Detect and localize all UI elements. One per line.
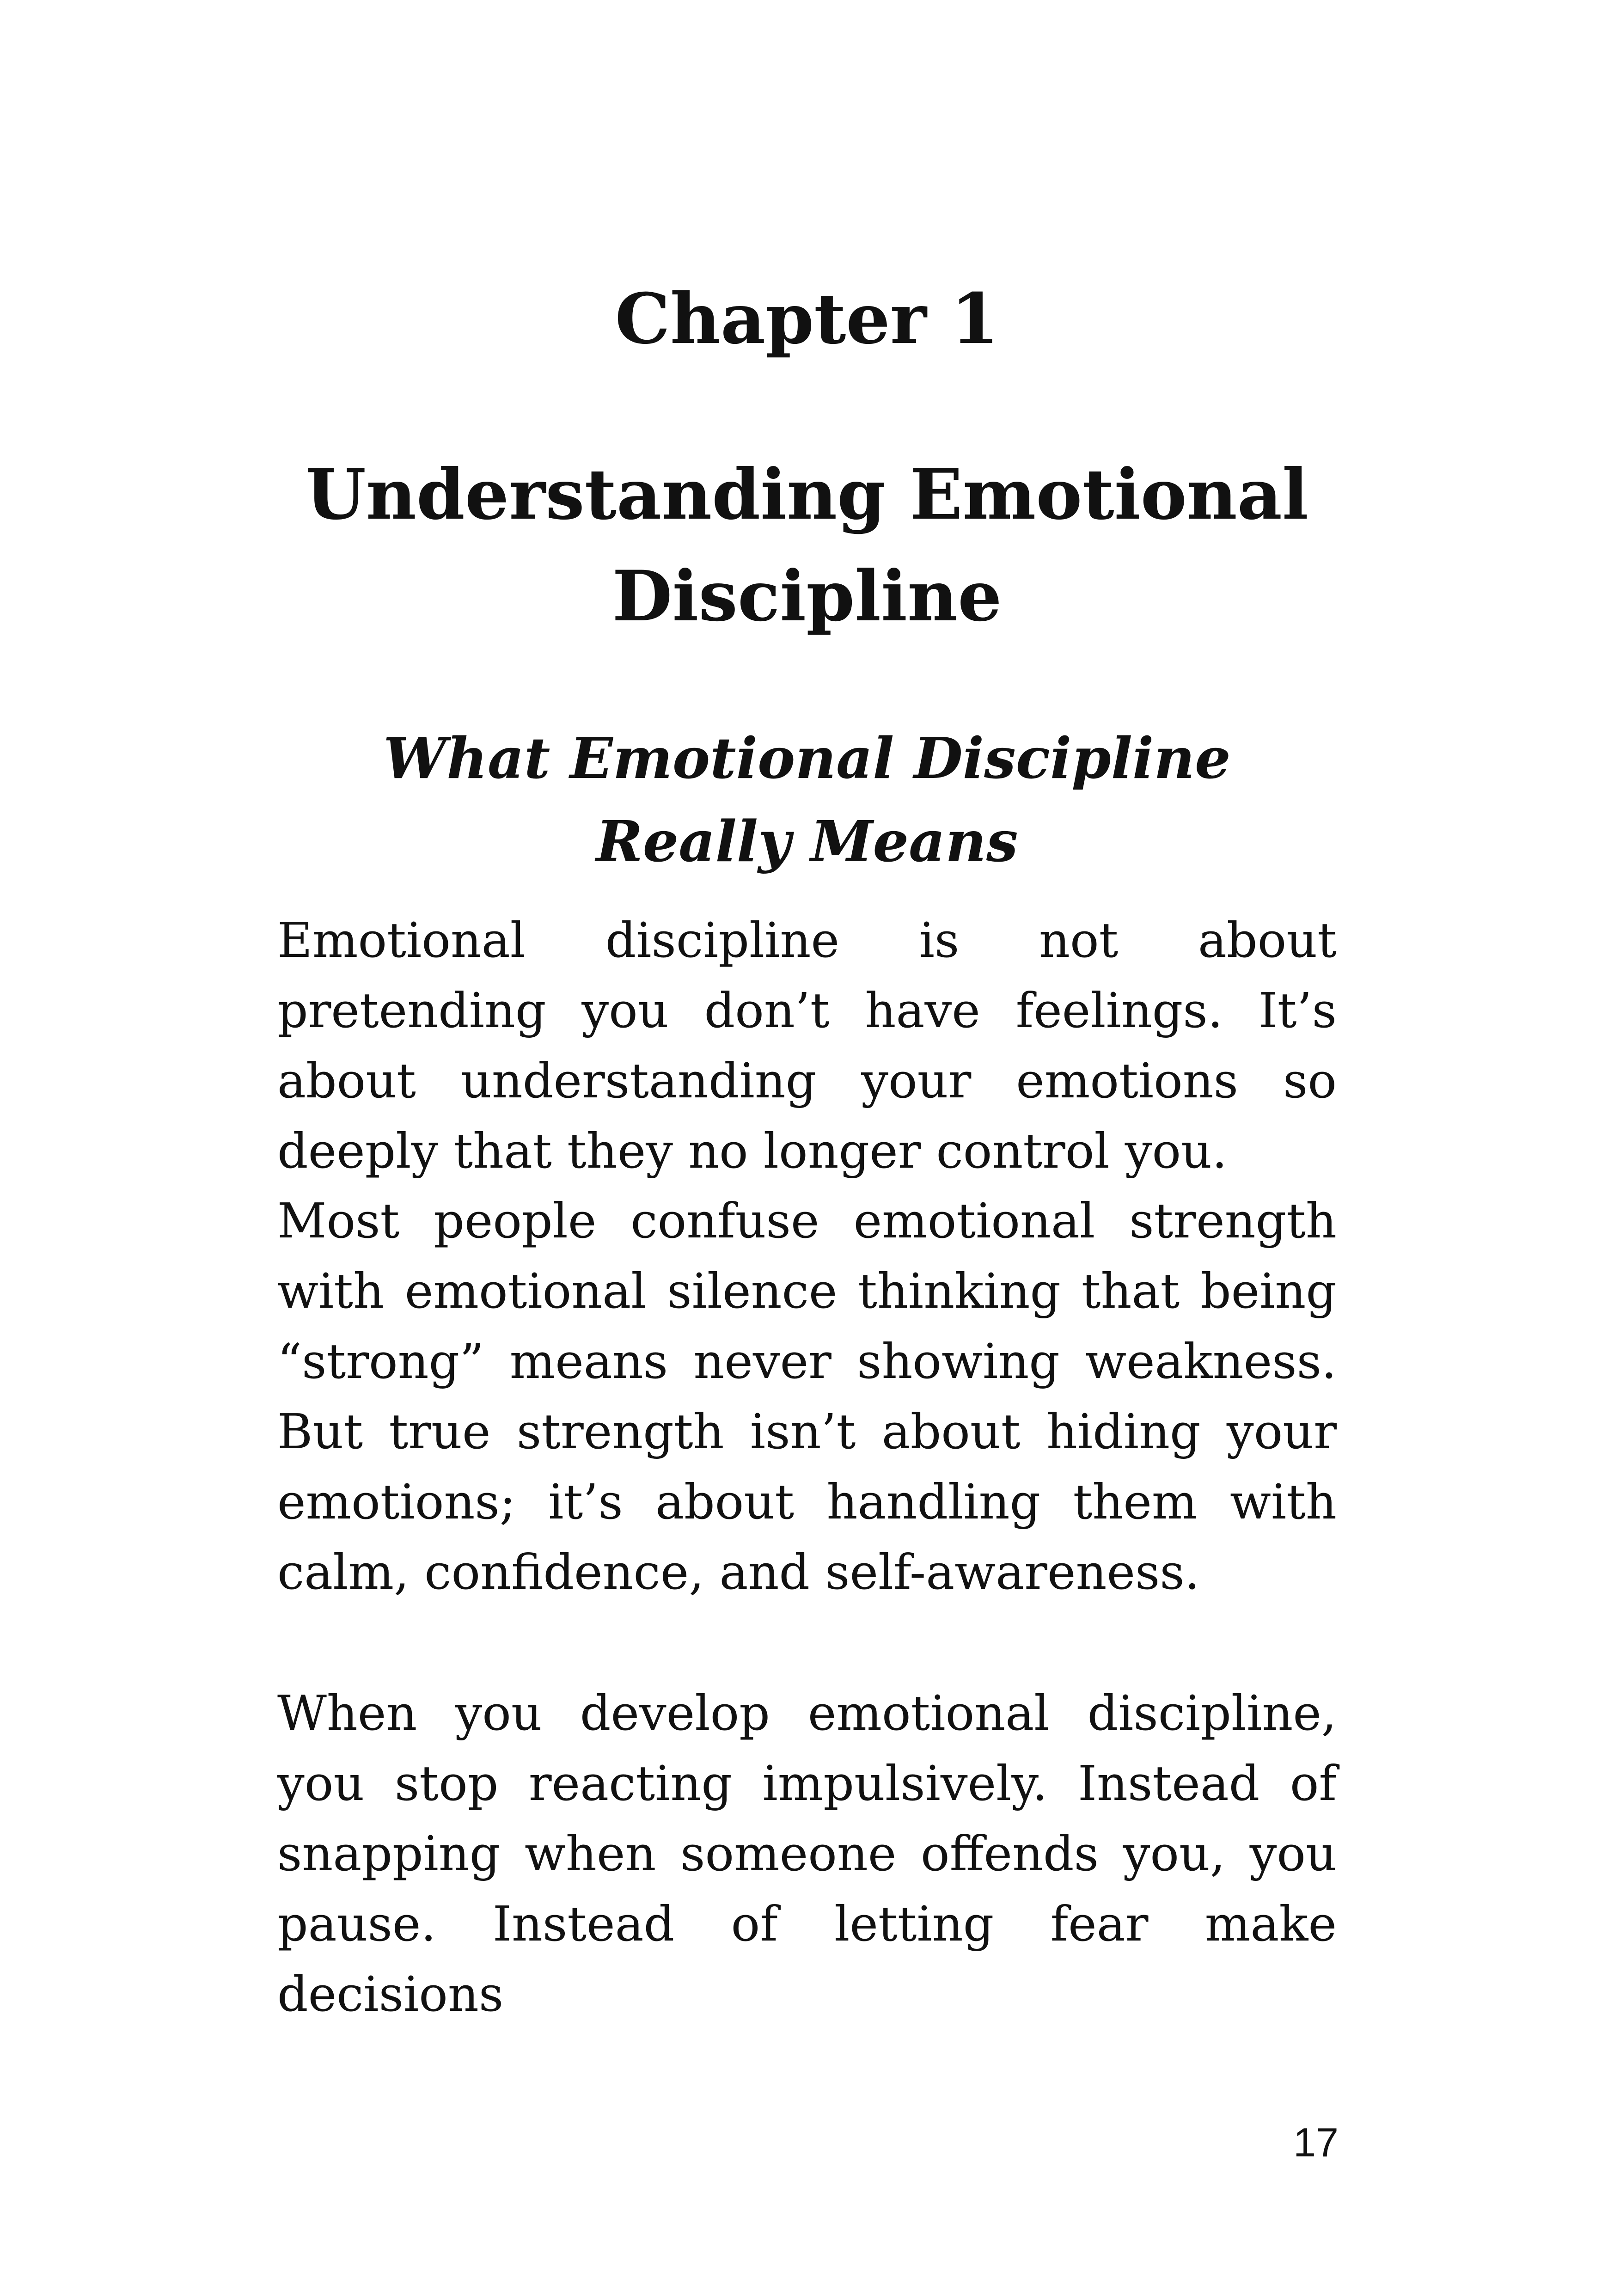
body-paragraph: Most people confuse emotional strength with emotional silence thinking that being “strong” means never showing weakness. But true strength isn’t about hiding your emotions; it’s about handling them with calm, confidence, and self-awareness.	[277, 1193, 1337, 1600]
section-heading: What Emotional Discipline Really Means	[383, 725, 1231, 875]
page-number: 17	[1293, 2119, 1339, 2165]
chapter-label: Chapter 1	[615, 278, 999, 360]
chapter-title: Understanding Emotional Discipline	[306, 454, 1308, 637]
body-paragraph: When you develop emotional discipline, you stop reacting impulsively. Instead of snapping when someone offends you, you pause. Instead of letting fear make decisions	[277, 1685, 1337, 2022]
body-paragraph: Emotional discipline is not about pretending you don’t have feelings. It’s about understanding your emotions so deeply that they no longer control you.	[277, 912, 1337, 1179]
